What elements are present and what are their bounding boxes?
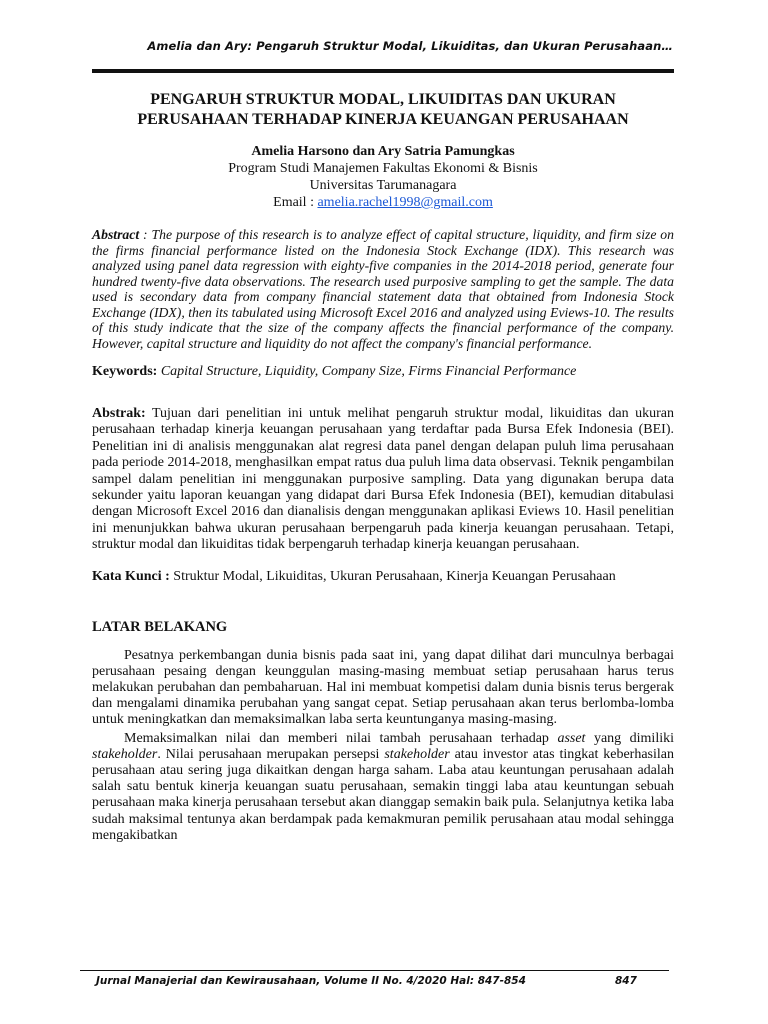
body-paragraph-2 — [92, 731, 674, 844]
term-asset: asset — [557, 730, 586, 746]
abstrak-indonesian — [92, 406, 674, 554]
content-column — [92, 90, 674, 844]
term-stakeholder-1: stakeholder — [92, 746, 158, 762]
authors: Amelia Harsono dan Ary Satria Pamungkas — [251, 144, 515, 159]
abstract-text: The purpose of this research is to analyze effect of capital structure, liquidity, and firm size on the firms financial performance listed on the Indonesia Stock Exchange (IDX). This research was analyzed using panel data regression with eighty-five companies in the 2014-2018 period, generate four hundred twenty-five data observations. The research used purposive sampling to get the sample. The data used is secondary data from company financial statement data that obtained from Indonesia Stock Exchange (IDX), then its tabulated using Microsoft Excel 2016 and analyzed using Eviews-10. The results of this study indicate that the size of the company affects the financial performance of the company. However, capital structure and liquidity do not affect the company's financial performance. — [92, 227, 674, 351]
abstract-english — [92, 227, 674, 351]
abstrak-label: Abstrak: — [92, 406, 146, 421]
paper-title — [92, 90, 674, 130]
para2-part-c: . Nilai perusahaan merupakan persepsi — [157, 746, 385, 762]
page-number: 847 — [615, 975, 637, 987]
email-link[interactable]: amelia.rachel1998@gmail.com — [317, 195, 493, 210]
body-paragraph-1: Pesatnya perkembangan dunia bisnis pada saat ini, yang dapat dilihat dari munculnya berbagai perusahaan pesaing dengan keunggulan masing-masing membuat setiap perusahaan harus terus melakukan perubahan dan pembaharuan. Hal ini membuat kompetisi dalam dunia bisnis terus bergerak dan mengalami dinamika perubahan yang sangat cepat. Setiap perusahaan akan terus berlomba-lomba untuk meningkatkan dan memaksimalkan laba serta keuntunganya masing-masing. — [92, 647, 674, 728]
kata-kunci — [92, 568, 674, 585]
term-stakeholder-2: stakeholder — [384, 746, 450, 762]
keywords-label: Keywords: — [92, 364, 158, 379]
para2-part-b: yang dimiliki — [585, 730, 674, 746]
para2-part-a: Memaksimalkan nilai dan memberi nilai tambah perusahaan terhadap — [124, 730, 558, 746]
kata-kunci-label: Kata Kunci : — [92, 568, 170, 584]
affiliation-program: Program Studi Manajemen Fakultas Ekonomi & Bisnis — [228, 161, 538, 176]
email-line — [92, 194, 674, 211]
affiliation-university: Universitas Tarumanagara — [309, 178, 457, 193]
abstrak-text: Tujuan dari penelitian ini untuk melihat pengaruh struktur modal, likuiditas dan ukuran perusahaan terhadap kinerja keuangan perusahaan yang terdaftar pada Bursa Efek Indonesia (BEI). Penelitian ini di analisis menggunakan alat regresi data panel dengan delapan puluh lima perusahaan pada periode 2014-2018, menghasilkan empat ratus dua puluh lima data observasi. Teknik pengambilan sampel dalam penelitian ini menggunakan purposive sampling. Data yang digunakan berupa data sekunder yaitu laporan keuangan yang didapat dari Bursa Efek Indonesia (BEI), kemudian ditabulasi dengan Microsoft Excel 2016 dan dianalisis dengan menggunakan aplikasi Eviews 10. Hasil penelitian ini menunjukkan bahwa ukuran perusahaan berpengaruh pada kinerja keuangan perusahaan. Tetapi, struktur modal dan likuiditas tidak berpengaruh terhadap kinerja keuangan perusahaan. — [92, 406, 675, 553]
email-label: Email : — [273, 195, 318, 210]
title-line-1: PENGARUH STRUKTUR MODAL, LIKUIDITAS DAN UKURAN — [150, 91, 616, 108]
section-heading: LATAR BELAKANG — [92, 618, 228, 635]
keywords — [92, 363, 674, 380]
keywords-text: Capital Structure, Liquidity, Company Size, Firms Financial Performance — [160, 364, 577, 379]
header-rule — [92, 69, 674, 73]
footer-rule — [80, 970, 669, 971]
abstract-separator: : — [139, 227, 152, 242]
footer-journal: Jurnal Manajerial dan Kewirausahaan, Volume II No. 4/2020 Hal: 847-854 — [96, 975, 526, 987]
running-head: Amelia dan Ary: Pengaruh Struktur Modal, Likuiditas, dan Ukuran Perusahaan… — [147, 39, 673, 53]
abstract-label: Abstract — [92, 227, 140, 242]
para2-part-d: atau investor atas tingkat keberhasilan perusahaan atau sering juga dikaitkan dengan harga saham. Laba atau keuntungan perusahaan adalah salah satu bentuk kinerja keuangan suatu perusahaan, semakin tinggi laba atau keuntungan sebuah perusahaan maka kinerja perusahaan tersebut akan dianggap semakin baik pula. Selanjutnya ketika laba sudah maksimal tentunya akan berdampak pada kemakmuran pemilik perusahaan atau modal sehingga mengakibatkan — [92, 746, 674, 843]
title-line-2: PERUSAHAAN TERHADAP KINERJA KEUANGAN PERUSAHAAN — [137, 111, 629, 128]
footer — [96, 975, 656, 987]
kata-kunci-text: Struktur Modal, Likuiditas, Ukuran Perusahaan, Kinerja Keuangan Perusahaan — [173, 568, 616, 584]
